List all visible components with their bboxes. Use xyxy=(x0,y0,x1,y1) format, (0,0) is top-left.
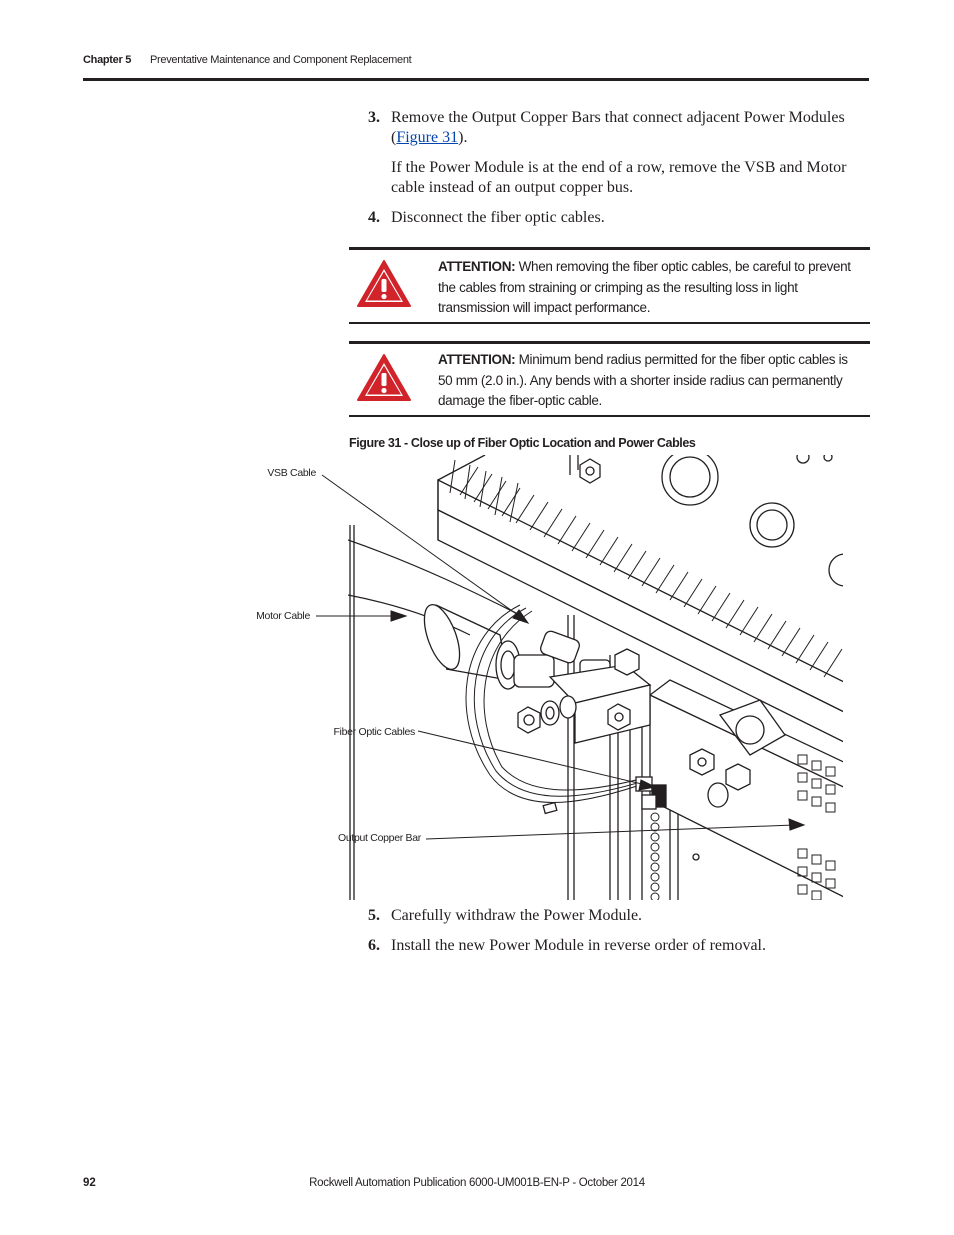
callout-vsb-cable: VSB Cable xyxy=(267,467,316,479)
attention-message: Minimum bend radius permitted for the fiber optic cables is 50 mm (2.0 in.). Any bends with a shorter inside radius can permanently damage the fiber-optic cable. xyxy=(438,352,848,408)
attention-text xyxy=(438,350,863,412)
attention-message: When removing the fiber optic cables, be careful to prevent the cables from straining or crimping as the resulting loss in light transmission will impact performance. xyxy=(438,259,851,315)
step-text xyxy=(391,108,861,148)
warning-triangle-icon xyxy=(356,259,412,309)
warning-triangle-icon xyxy=(356,353,412,403)
step-number: 6. xyxy=(368,937,380,954)
step-text: Install the new Power Module in reverse order of removal. xyxy=(391,937,766,954)
figure-31-link[interactable]: Figure 31 xyxy=(396,129,459,146)
publication-info: Rockwell Automation Publication 6000-UM001B-EN-P - October 2014 xyxy=(309,1177,645,1189)
chapter-label: Chapter 5 xyxy=(83,54,132,66)
attention-label: ATTENTION: xyxy=(438,259,516,274)
attention-box-1 xyxy=(349,247,870,324)
callout-fiber-optic-cables: Fiber Optic Cables xyxy=(333,726,415,738)
attention-text xyxy=(438,257,863,319)
callout-output-copper-bar: Output Copper Bar xyxy=(337,832,421,844)
step-text: Carefully withdraw the Power Module. xyxy=(391,907,643,924)
attention-label: ATTENTION: xyxy=(438,352,516,367)
cabinet-illustration xyxy=(348,455,850,900)
step-text: Disconnect the fiber optic cables. xyxy=(391,209,605,226)
chapter-title: Preventative Maintenance and Component Replacement xyxy=(150,54,412,66)
step-number: 3. xyxy=(368,109,380,126)
page-header xyxy=(83,52,869,81)
figure-caption: Figure 31 - Close up of Fiber Optic Location and Power Cables xyxy=(349,436,696,450)
fiber-optic-figure xyxy=(250,455,850,900)
callout-motor-cable: Motor Cable xyxy=(256,610,310,622)
step-3-note: If the Power Module is at the end of a row, remove the VSB and Motor cable instead of an output copper bus. xyxy=(391,159,847,196)
attention-box-2 xyxy=(349,341,870,417)
step-number: 4. xyxy=(368,209,380,226)
step-text-part: Remove the Output Copper Bars that connect adjacent Power Modules ( xyxy=(391,109,845,146)
step-text-part: ). xyxy=(458,129,468,146)
step-number: 5. xyxy=(368,907,380,924)
page-number: 92 xyxy=(83,1177,96,1189)
